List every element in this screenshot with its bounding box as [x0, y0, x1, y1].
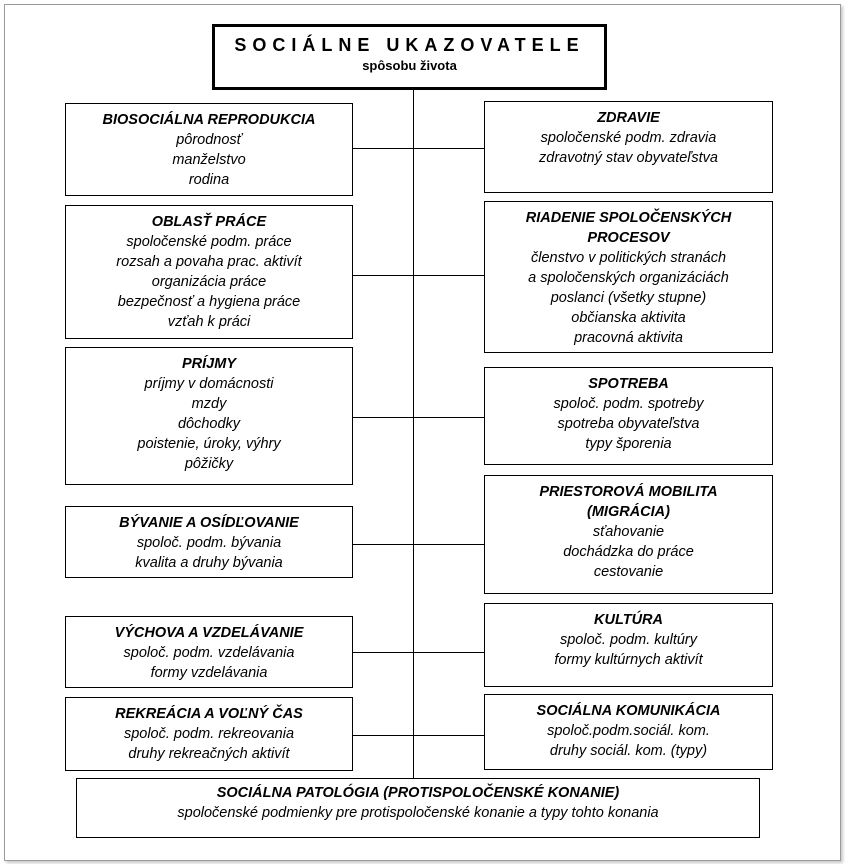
box-title: SPOTREBA	[588, 376, 669, 392]
box-title: RIADENIE SPOLOČENSKÝCH	[525, 210, 732, 226]
box-rekreacia	[65, 697, 353, 771]
box-biosocialna-reprodukcia	[65, 103, 353, 196]
box-item: sťahovanie	[592, 524, 665, 540]
box-title-line2: (MIGRÁCIA)	[587, 504, 670, 520]
box-item: dôchodky	[177, 416, 241, 432]
box-item: dochádzka do práce	[563, 544, 694, 560]
box-title: BÝVANIE A OSÍDĽOVANIE	[119, 515, 299, 531]
connector-oblast-prace	[352, 275, 414, 276]
box-title: BIOSOCIÁLNA REPRODUKCIA	[102, 112, 316, 128]
box-byvanie	[65, 506, 353, 578]
box-title: PRIESTOROVÁ MOBILITA	[539, 484, 718, 500]
box-prijmy	[65, 347, 353, 485]
box-item: a spoločenských organizáciách	[528, 270, 729, 286]
box-item: manželstvo	[172, 152, 246, 168]
box-item: kvalita a druhy bývania	[135, 555, 283, 571]
connector-zdravie	[413, 148, 484, 149]
diagram-title-box	[212, 24, 607, 90]
box-title: ZDRAVIE	[597, 110, 660, 126]
box-item: rodina	[188, 172, 230, 188]
connector-vychova	[352, 652, 414, 653]
box-kultura	[484, 603, 773, 687]
box-item: vzťah k práci	[167, 314, 251, 330]
box-item: mzdy	[191, 396, 227, 412]
box-riadenie	[484, 201, 773, 353]
box-title: VÝCHOVA A VZDELÁVANIE	[114, 625, 304, 641]
box-oblast-prace	[65, 205, 353, 339]
box-vychova	[65, 616, 353, 688]
connector-kultura	[413, 652, 484, 653]
box-socialna-patologia	[76, 778, 760, 838]
box-socialna-komunikacia	[484, 694, 773, 770]
box-title: REKREÁCIA A VOĽNÝ ČAS	[115, 706, 303, 722]
box-item: zdravotný stav obyvateľstva	[539, 150, 718, 166]
box-item: rozsah a povaha prac. aktivít	[116, 254, 302, 270]
connector-migracia	[413, 544, 484, 545]
diagram-subtitle: spôsobu života	[362, 58, 457, 73]
box-title: SOCIÁLNA KOMUNIKÁCIA	[536, 703, 721, 719]
box-item: organizácia práce	[151, 274, 267, 290]
box-title: KULTÚRA	[594, 612, 663, 628]
connector-riadenie	[413, 275, 484, 276]
box-spotreba	[484, 367, 773, 465]
box-item: spoloč.podm.sociál. kom.	[547, 723, 710, 739]
box-item: spoločenské podmienky pre protispoločenské konanie a typy tohto konania	[177, 805, 659, 821]
box-item: spoloč. podm. bývania	[136, 535, 282, 551]
box-item: poistenie, úroky, výhry	[137, 436, 281, 452]
box-title: OBLASŤ PRÁCE	[151, 214, 267, 230]
connector-spotreba	[413, 417, 484, 418]
connector-komunikacia	[413, 735, 484, 736]
box-item: spoloč. podm. rekreovania	[123, 726, 295, 742]
box-item: formy vzdelávania	[150, 665, 268, 681]
box-item: pôžičky	[184, 456, 234, 472]
box-item: občianska aktivita	[571, 310, 686, 326]
connector-biosocialna	[352, 148, 414, 149]
box-title: SOCIÁLNA PATOLÓGIA (PROTISPOLOČENSKÉ KONANIE)	[216, 785, 620, 801]
box-item: formy kultúrnych aktivít	[554, 652, 703, 668]
connector-prijmy	[352, 417, 414, 418]
box-priestorova-mobilita	[484, 475, 773, 594]
box-item: spoloč. podm. vzdelávania	[123, 645, 295, 661]
box-title: PRÍJMY	[182, 356, 236, 372]
box-item: druhy rekreačných aktivít	[128, 746, 290, 762]
box-item: spotreba obyvateľstva	[557, 416, 700, 432]
box-item: poslanci (všetky stupne)	[550, 290, 707, 306]
connector-rekreacia	[352, 735, 414, 736]
box-title-line2: PROCESOV	[587, 230, 670, 246]
box-item: cestovanie	[593, 564, 664, 580]
box-item: pôrodnosť	[176, 132, 242, 148]
box-item: spoločenské podm. práce	[126, 234, 292, 250]
box-item: členstvo v politických stranách	[530, 250, 727, 266]
box-item: spoloč. podm. spotreby	[553, 396, 704, 412]
main-vertical-connector	[413, 90, 414, 778]
diagram-title: SOCIÁLNE UKAZOVATELE	[234, 35, 585, 55]
box-item: typy šporenia	[585, 436, 672, 452]
box-item: spoločenské podm. zdravia	[540, 130, 717, 146]
box-zdravie	[484, 101, 773, 193]
box-item: bezpečnosť a hygiena práce	[117, 294, 301, 310]
box-item: pracovná aktivita	[574, 330, 683, 346]
box-item: príjmy v domácnosti	[144, 376, 274, 392]
box-item: druhy sociál. kom. (typy)	[549, 743, 708, 759]
connector-byvanie	[352, 544, 414, 545]
box-item: spoloč. podm. kultúry	[559, 632, 697, 648]
